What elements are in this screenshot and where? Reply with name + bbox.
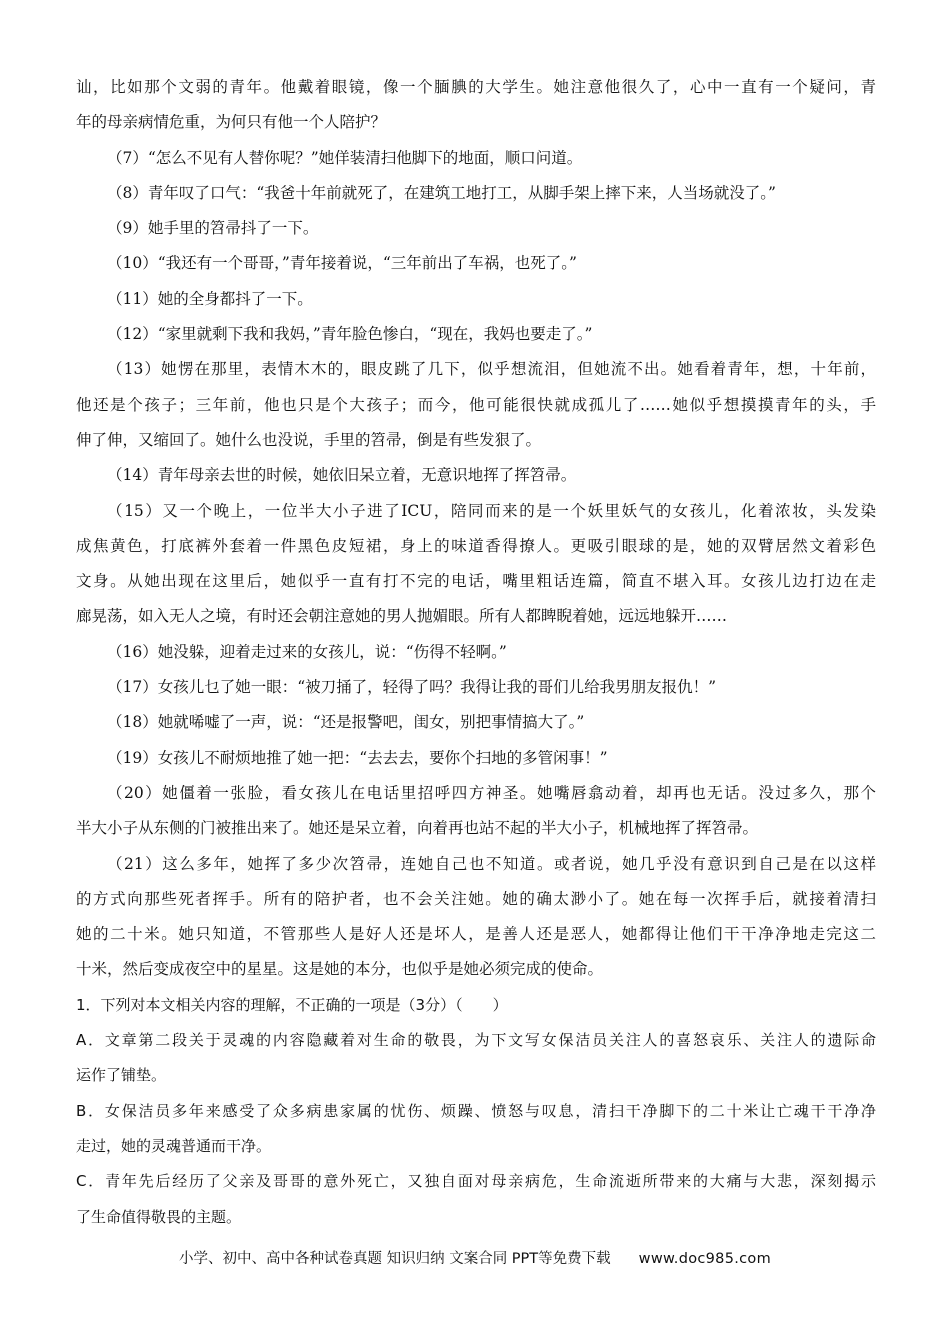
text-line: 成焦黄色，打底裤外套着一件黑色皮短裙，身上的味道香得撩人。更吸引眼球的是，她的双臂居然文着彩色 <box>76 536 876 555</box>
text-line: （11）她的全身都抖了一下。 <box>107 289 313 308</box>
option-line: 走过，她的灵魂普通而干净。 <box>76 1136 272 1155</box>
footer-site: www.doc985.com <box>638 1251 772 1267</box>
text-line: （8）青年叹了口气：“我爸十年前就死了，在建筑工地打工，从脚手架上摔下来，人当场就没了。” <box>107 183 776 202</box>
footer-text: 小学、初中、高中各种试卷真题 知识归纳 文案合同 PPT等免费下载 <box>178 1251 611 1267</box>
text-line: 伸了伸，又缩回了。她什么也没说，手里的笤帚，倒是有些发狠了。 <box>76 430 542 449</box>
option-line: A．文章第二段关于灵魂的内容隐藏着对生命的敬畏，为下文写女保洁员关注人的喜怒哀乐、关注人的遗际命 <box>76 1031 876 1050</box>
text-line: （10）“我还有一个哥哥，”青年接着说，“三年前出了车祸，也死了。” <box>107 254 577 273</box>
text-line: （19）女孩儿不耐烦地推了她一把：“去去去，要你个扫地的多管闲事！” <box>107 748 608 767</box>
question-options <box>76 1023 876 1235</box>
text-line: （15）又一个晚上，一位半大小子进了ICU，陪同而来的是一个妖里妖气的女孩儿，化着浓妆，头发染 <box>107 501 876 520</box>
question-option <box>76 1023 876 1094</box>
text-line: （13）她愣在那里，表情木木的，眼皮跳了几下，似乎想流泪，但她流不出。她看着青年，想，十年前， <box>107 360 876 379</box>
text-line: （12）“家里就剩下我和我妈，”青年脸色惨白，“现在，我妈也要走了。” <box>107 325 593 344</box>
text-line: （14）青年母亲去世的时候，她依旧呆立着，无意识地挥了挥笤帚。 <box>107 466 577 485</box>
text-line: （16）她没躲，迎着走过来的女孩儿，说：“伤得不轻啊。” <box>107 642 507 661</box>
text-line: （7）“怎么不见有人替你呢？”她佯装清扫他脚下的地面，顺口问道。 <box>107 148 583 167</box>
question-block <box>76 988 876 1235</box>
text-line: 她的二十米。她只知道，不管那些人是好人还是坏人，是善人还是恶人，她都得让他们干干净净地走完这二 <box>76 925 876 944</box>
option-line: C．青年先后经历了父亲及哥哥的意外死亡，又独自面对母亲病危，生命流逝所带来的大痛与大悲，深刻揭示 <box>76 1172 876 1191</box>
text-line: 半大小子从东侧的门被推出来了。她还是呆立着，向着再也站不起的半大小子，机械地挥了挥笤帚。 <box>76 819 759 838</box>
text-line: 十米，然后变成夜空中的星星。这是她的本分，也似乎是她必须完成的使命。 <box>76 960 604 979</box>
text-line: （20）她僵着一张脸，看女孩儿在电话里招呼四方神圣。她嘴唇翕动着，却再也无话。没过多久，那个 <box>107 783 876 802</box>
option-line: B．女保洁员多年来感受了众多病患家属的忧伤、烦躁、愤怒与叹息，清扫干净脚下的二十米让亡魂干干净净 <box>76 1101 876 1120</box>
question-stem: 1．下列对本文相关内容的理解，不正确的一项是（3分）（ ） <box>76 995 508 1014</box>
question-option <box>76 1164 876 1235</box>
option-line: 了生命值得敬畏的主题。 <box>76 1207 242 1226</box>
text-line: （9）她手里的笤帚抖了一下。 <box>107 219 319 238</box>
text-line: 年的母亲病情危重，为何只有他一个人陪护？ <box>76 113 387 132</box>
page-footer <box>0 1247 950 1268</box>
text-line: （21）这么多年，她挥了多少次笤帚，连她自己也不知道。或者说，她几乎没有意识到自己是在以这样 <box>107 854 876 873</box>
text-line: 文身。从她出现在这里后，她似乎一直有打不完的电话，嘴里粗话连篇，简直不堪入耳。女孩儿边打边在走 <box>76 572 876 591</box>
question-option <box>76 1094 876 1165</box>
text-line: （17）女孩儿乜了她一眼：“被刀捅了，轻得了吗？我得让我的哥们儿给我男朋友报仇！” <box>107 678 717 697</box>
text-line: 的方式向那些死者挥手。所有的陪护者，也不会关注她。她的确太渺小了。她在每一次挥手后，就接着清扫 <box>76 889 876 908</box>
text-line: 廊晃荡，如入无人之境，有时还会朝注意她的男人抛媚眼。所有人都睥睨着她，远远地躲开…… <box>76 607 728 626</box>
article-body <box>76 70 876 1235</box>
text-line: 他还是个孩子；三年前，他也只是个大孩子；而今，他可能很快就成孤儿了……她似乎想摸摸青年的头，手 <box>76 395 876 414</box>
text-line: 讪，比如那个文弱的青年。他戴着眼镜，像一个腼腆的大学生。她注意他很久了，心中一直有一个疑问，青 <box>76 78 876 96</box>
story-paragraphs <box>76 70 876 988</box>
text-line: （18）她就唏嘘了一声，说：“还是报警吧，闺女，别把事情搞大了。” <box>107 713 585 732</box>
option-line: 运作了铺垫。 <box>76 1066 167 1085</box>
